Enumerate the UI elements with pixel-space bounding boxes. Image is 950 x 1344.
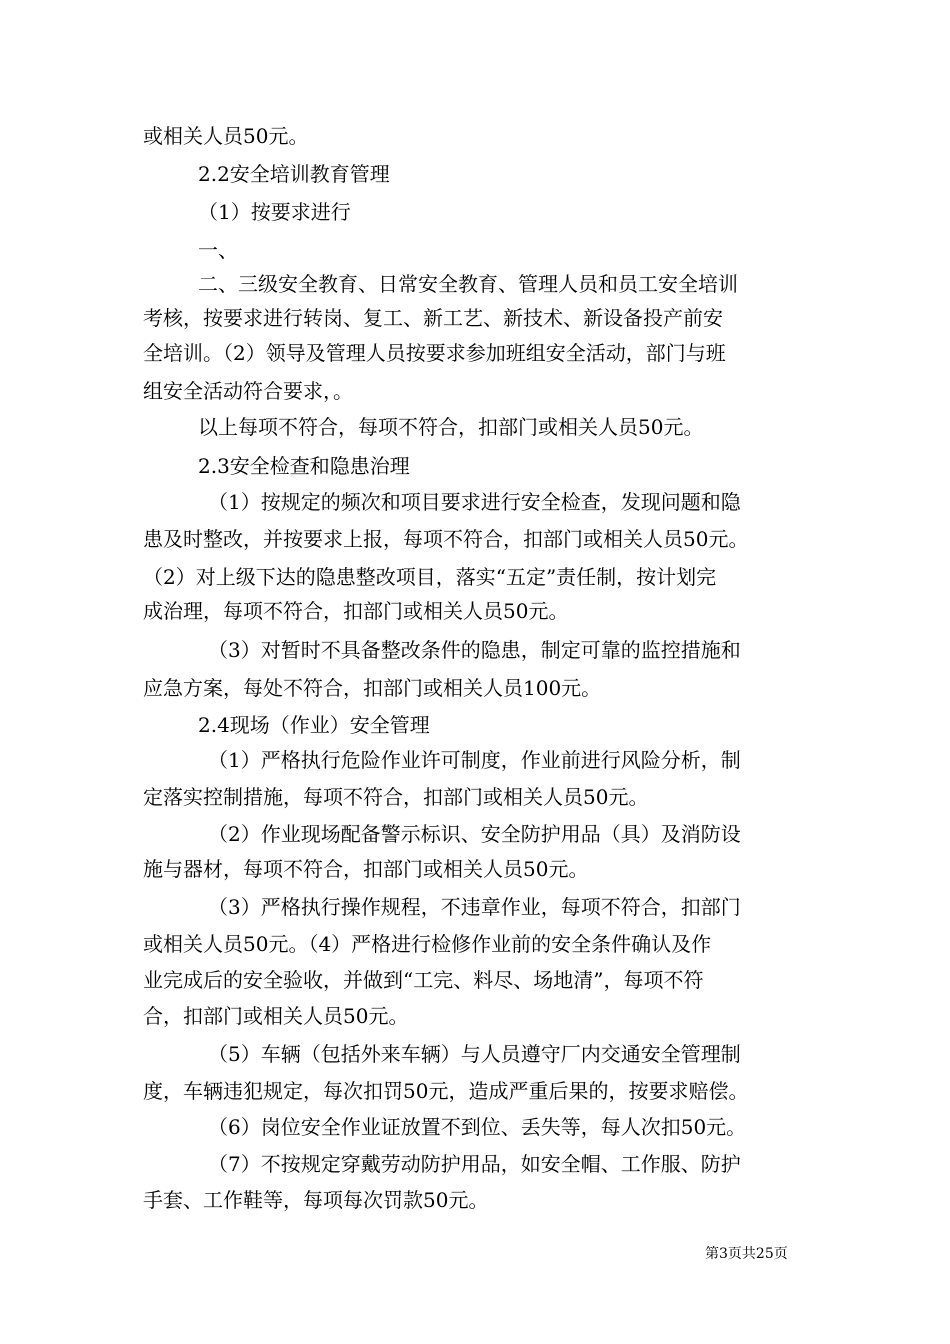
text-line: （2）对上级下达的隐患整改项目，落实“五定”责任制，按计划完: [143, 565, 717, 589]
text-line: （7）不按规定穿戴劳动防护用品，如安全帽、工作服、防护: [208, 1152, 741, 1176]
text-line: 应急方案，每处不符合，扣部门或相关人员100元。: [143, 676, 602, 700]
section-heading: 2.4现场（作业）安全管理: [198, 713, 430, 737]
text-line: （3）对暂时不具备整改条件的隐患，制定可靠的监控措施和: [208, 638, 741, 662]
text-line: 度，车辆违犯规定，每次扣罚50元，造成严重后果的，按要求赔偿。: [143, 1079, 749, 1103]
section-heading: 2.3安全检查和隐患治理: [198, 454, 410, 478]
text-line: 组安全活动符合要求，。: [143, 379, 353, 403]
text-line: （2）作业现场配备警示标识、安全防护用品（具）及消防设: [208, 822, 741, 846]
text-line: 业完成后的安全验收，并做到“工完、料尽、场地清”，每项不符: [143, 968, 704, 992]
text-line: （1）按要求进行: [198, 200, 351, 224]
text-line: 二、三级安全教育、日常安全教育、管理人员和员工安全培训: [198, 272, 738, 296]
text-line: 成治理，每项不符合，扣部门或相关人员50元。: [143, 599, 569, 623]
text-line: 或相关人员50元。（4）严格进行检修作业前的安全条件确认及作: [143, 932, 712, 956]
text-line: 定落实控制措施，每项不符合，扣部门或相关人员50元。: [143, 785, 649, 809]
text-line: 全培训。（2）领导及管理人员按要求参加班组安全活动，部门与班: [143, 341, 726, 365]
text-line: （5）车辆（包括外来车辆）与人员遵守厂内交通安全管理制: [208, 1042, 741, 1066]
text-line: 考核，按要求进行转岗、复工、新工艺、新技术、新设备投产前安: [143, 306, 723, 330]
text-line: （3）严格执行操作规程，不违章作业，每项不符合，扣部门: [208, 895, 741, 919]
text-line: （1）严格执行危险作业许可制度，作业前进行风险分析，制: [208, 748, 741, 772]
text-line: 一、: [198, 238, 238, 262]
text-line: 施与器材，每项不符合，扣部门或相关人员50元。: [143, 857, 589, 881]
text-line: （6）岗位安全作业证放置不到位、丢失等，每人次扣50元。: [208, 1115, 747, 1139]
text-line: （1）按规定的频次和项目要求进行安全检查，发现问题和隐: [208, 490, 741, 514]
text-line: 以上每项不符合，每项不符合，扣部门或相关人员50元。: [198, 415, 704, 439]
text-line: 或相关人员50元。: [143, 124, 309, 148]
page-number: 第3页共25页: [705, 1246, 788, 1262]
text-line: 患及时整改，并按要求上报，每项不符合，扣部门或相关人员50元。: [143, 527, 749, 551]
text-line: 手套、工作鞋等，每项每次罚款50元。: [143, 1188, 489, 1212]
section-heading: 2.2安全培训教育管理: [198, 162, 390, 186]
text-line: 合，扣部门或相关人员50元。: [143, 1004, 409, 1028]
